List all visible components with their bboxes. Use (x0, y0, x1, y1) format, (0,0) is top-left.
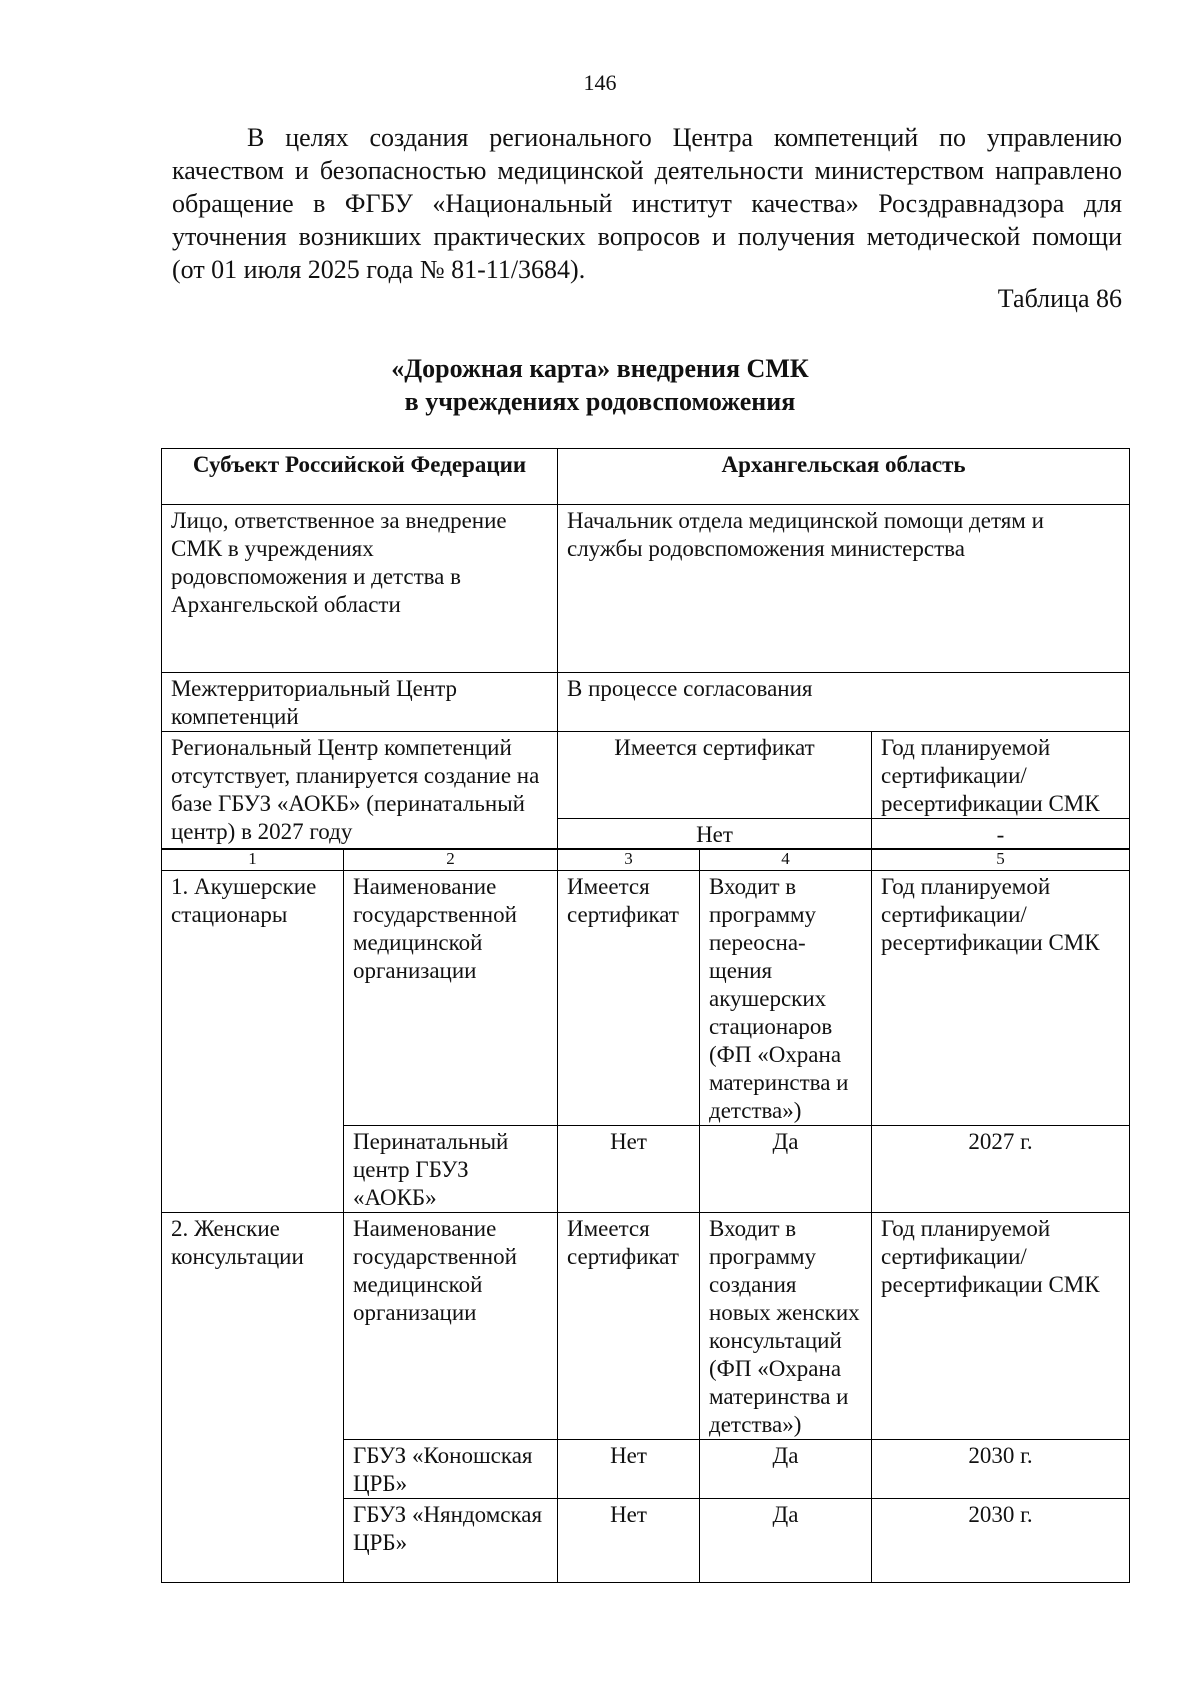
cert-value: Нет (558, 819, 872, 850)
responsible-value: Начальник отдела медицинской помощи детям и службы родовспоможения министерства (558, 505, 1130, 673)
column-number: 1 (162, 849, 344, 871)
subject-label: Субъект Российской Федерации (162, 449, 558, 505)
program-value: Да (700, 1440, 872, 1499)
responsible-label: Лицо, ответственное за внедрение СМК в учреждениях родовспоможения и детства в Архангельской области (162, 505, 558, 673)
page-number: 146 (583, 70, 617, 95)
subject-value: Архангельская область (558, 449, 1130, 505)
cert-value: Нет (558, 1499, 700, 1583)
regional-center-label: Региональный Центр компетенций отсутствует, планируется создание на базе ГБУЗ «АОКБ» (перинатальный центр) в 2027 году (162, 732, 558, 850)
table-title (0, 352, 1200, 418)
cert-header: Имеется сертификат (558, 732, 872, 819)
year-value: 2030 г. (872, 1440, 1130, 1499)
org-name: ГБУЗ «Няндомская ЦРБ» (344, 1499, 558, 1583)
section-header-row (162, 871, 1130, 1126)
cert-value: Нет (558, 1126, 700, 1213)
section-title: 2. Женские консультации (162, 1213, 344, 1583)
table-title-line-2: в учреждениях родовспоможения (404, 387, 796, 416)
year-value: - (872, 819, 1130, 850)
cert-value: Нет (558, 1440, 700, 1499)
program-value: Да (700, 1499, 872, 1583)
table-label: Таблица 86 (997, 284, 1122, 313)
year-header: Год планируемой сертификации/ ресертификации СМК (872, 732, 1130, 819)
program-header: Входит в программу переосна-щения акушерских стационаров (ФП «Охрана материнства и детства») (700, 871, 872, 1126)
table-title-line-1: «Дорожная карта» внедрения СМК (391, 354, 809, 383)
year-header: Год планируемой сертификации/ ресертификации СМК (872, 1213, 1130, 1440)
year-header: Год планируемой сертификации/ ресертификации СМК (872, 871, 1130, 1126)
intro-paragraph: В целях создания регионального Центра компетенций по управлению качеством и безопасностью медицинской деятельности министерством направлено обращение в ФГБУ «Национальный институт качества» Росздравнадзора для уточнения возникших практических вопросов и получения методической помощи (от 01 июля 2025 года № 81-11/3684). (172, 123, 1122, 284)
column-number: 2 (344, 849, 558, 871)
program-value: Да (700, 1126, 872, 1213)
org-name: ГБУЗ «Коношская ЦРБ» (344, 1440, 558, 1499)
section-header-row (162, 1213, 1130, 1440)
column-number: 4 (700, 849, 872, 871)
cert-header: Имеется сертификат (558, 871, 700, 1126)
column-number: 5 (872, 849, 1130, 871)
org-header: Наименование государственной медицинской организации (344, 1213, 558, 1440)
cert-header: Имеется сертификат (558, 1213, 700, 1440)
interterritorial-value: В процессе согласования (558, 673, 1130, 732)
org-header: Наименование государственной медицинской организации (344, 871, 558, 1126)
year-value: 2027 г. (872, 1126, 1130, 1213)
interterritorial-label: Межтерриториальный Центр компетенций (162, 673, 558, 732)
column-number: 3 (558, 849, 700, 871)
section-title: 1. Акушерские стационары (162, 871, 344, 1213)
program-header: Входит в программу создания новых женских консультаций (ФП «Охрана материнства и детства») (700, 1213, 872, 1440)
org-name: Перинатальный центр ГБУЗ «АОКБ» (344, 1126, 558, 1213)
column-numbers-row (162, 849, 1130, 871)
year-value: 2030 г. (872, 1499, 1130, 1583)
main-table (161, 848, 1130, 1583)
summary-table (161, 448, 1130, 850)
